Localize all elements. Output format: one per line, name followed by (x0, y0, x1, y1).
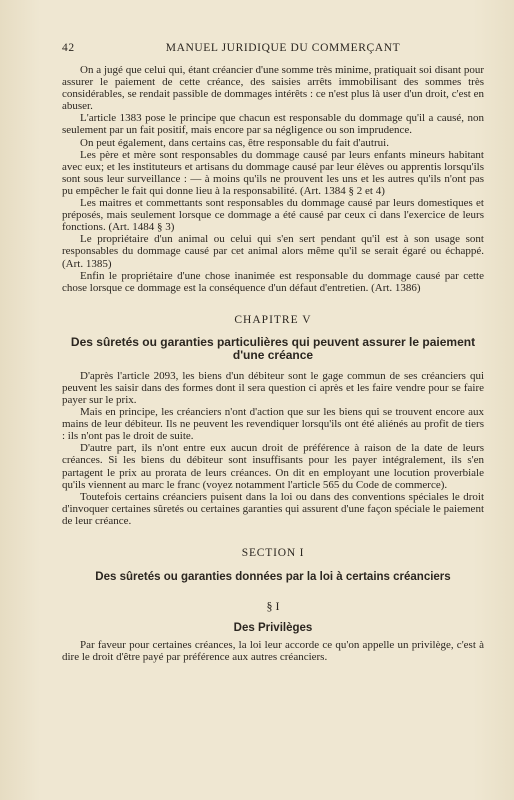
paragraph: Les maitres et commettants sont responsables du dommage causé par leurs domestiques et préposés, mais seulement lorsque ce dommage a été causé par ceux ci dans l'exercice de leurs fonctions. (Art. 1484 § 3) (62, 197, 484, 234)
paragraph: D'autre part, ils n'ont entre eux aucun droit de préférence à raison de la date de leurs créances. Si les biens du débiteur sont insuffisants pour les payer intégralement, ils s'en partagent le prix au prorata de leurs créances. On dit en employant une locution proverbiale qu'ils viennent au marc le franc (voyez notamment l'article 565 du Code de commerce). (62, 442, 484, 491)
running-title: MANUEL JURIDIQUE DU COMMERÇANT (165, 42, 401, 54)
paragraph: Mais en principe, les créanciers n'ont d'action que sur les biens qui se trouvent encore aux mains de leur débiteur. Ils ne peuvent les revendiquer lorsqu'ils ont été aliénés au profit de tiers : ils n'ont pas le droit de suite. (62, 406, 484, 443)
page-header (62, 38, 484, 58)
paragraph: L'article 1383 pose le principe que chacun est responsable du dommage qu'il a causé, non seulement par un fait positif, mais encore par sa négligence ou son imprudence. (62, 112, 484, 137)
paragraph: Les père et mère sont responsables du dommage causé par leurs enfants mineurs habitant avec eux; et les instituteurs et artisans du dommage causé par leur élèves ou apprentis lorsqu'ils sont sous leur surveillance : — à moins qu'ils ne prouvent les uns et les autres qu'ils n'ont pas pu empêcher le fait qui donne lieu à la responsabilité. (Art. 1384 § 2 et 4) (62, 148, 484, 197)
paragraph-mark: § I (266, 599, 280, 613)
paragraph: Le propriétaire d'un animal ou celui qui s'en sert pendant qu'il est à son usage sont responsables du dommage causé par cet animal alors même qu'il se serait égaré ou échappé. (Art. 1385) (62, 233, 484, 270)
sub-heading: Des Privilèges (233, 622, 313, 634)
section-heading: Des sûretés ou garanties données par la loi à certains créanciers (95, 571, 451, 583)
chapter-title: CHAPITRE V (234, 313, 312, 326)
chapter-heading: Des sûretés ou garanties particulières qui peuvent assurer le paiement d'une créance (70, 334, 476, 362)
body-text (62, 64, 484, 663)
paragraph: Par faveur pour certaines créances, la loi leur accorde ce qu'on appelle un privilège, c'est à dire le droit d'être payé par préférence aux autres créanciers. (62, 639, 484, 664)
section-title: SECTION I (241, 547, 305, 559)
paragraph: D'après l'article 2093, les biens d'un débiteur sont le gage commun de ses créanciers qui peuvent les saisir dans des formes dont il sera question ci après et les faire vendre pour se faire payer sur le prix. (62, 369, 484, 406)
paragraph: Toutefois certains créanciers puisent dans la loi ou dans des conventions spéciales le droit d'invoquer certaines sûretés ou certaines garanties qui assurent d'une façon spéciale le paiement de leur créance. (62, 490, 484, 527)
page-number: 42 (62, 42, 75, 54)
paragraph: On peut également, dans certains cas, être responsable du fait d'autrui. (80, 136, 389, 149)
paragraph: Enfin le propriétaire d'une chose inanimée est responsable du dommage causé par cette chose lorsque ce dommage est la conséquence d'un défaut d'entretien. (Art. 1386) (62, 269, 484, 294)
paragraph: On a jugé que celui qui, étant créancier d'une somme très minime, pratiquait soi disant pour assurer le paiement de cette créance, des saisies arrêts immobilisant des sommes très considérables, se rendait passible de dommages intérêts : ce n'est plus là user d'un droit, c'est en abuser. (62, 64, 484, 113)
